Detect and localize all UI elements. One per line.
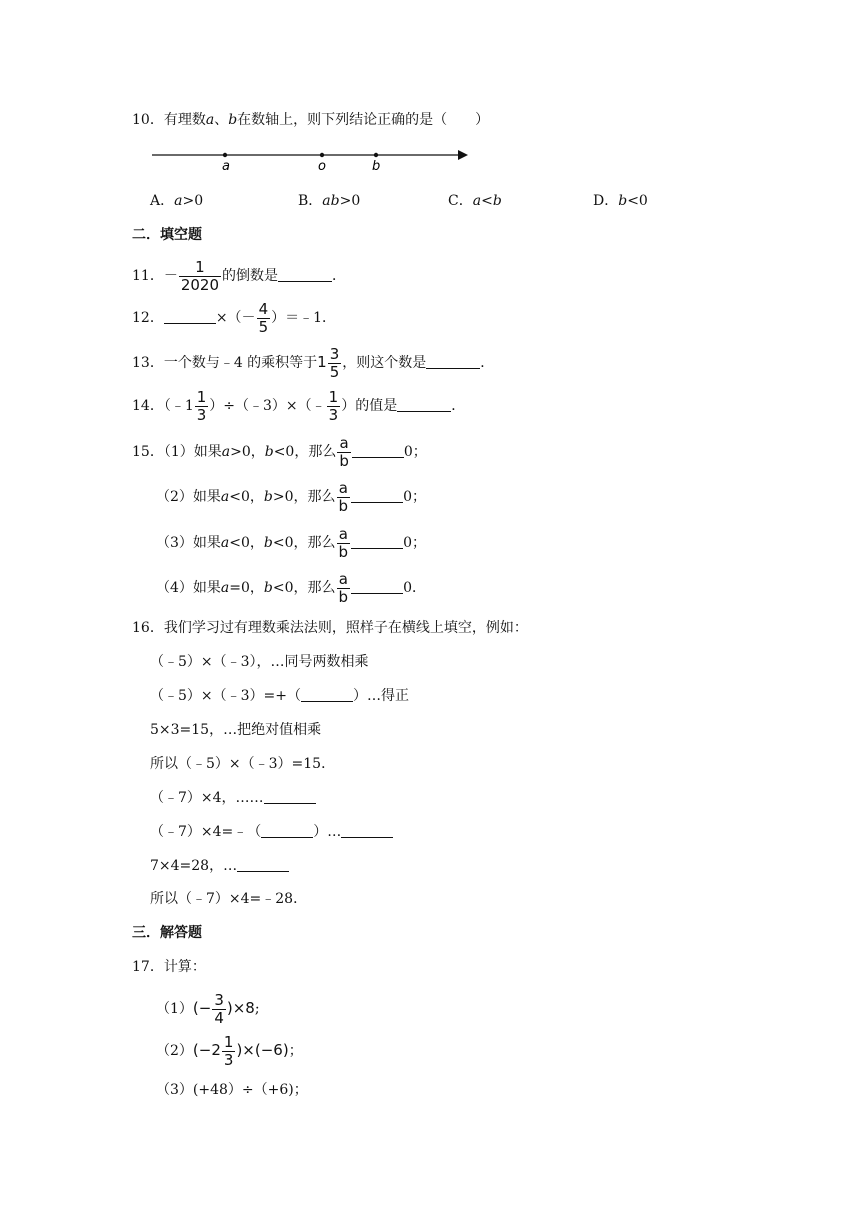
q16-line2: （﹣5）×（﹣3）=+（ ）…得正 [150, 688, 410, 704]
q17-part3: （3）(+48）÷（+6)； [156, 1082, 308, 1098]
label-b: b [372, 159, 381, 174]
answer-blank[interactable] [351, 579, 403, 594]
number-line [0, 140, 860, 180]
q16-line1: （﹣5）×（﹣3），…同号两数相乘 [150, 654, 369, 670]
q16-line3: 5×3=15，…把绝对值相乘 [150, 722, 322, 738]
answer-blank[interactable] [352, 443, 404, 458]
answer-blank[interactable] [341, 823, 393, 838]
q16-line8: 所以（﹣7）×4=﹣28． [150, 891, 308, 907]
answer-blank[interactable] [426, 354, 480, 369]
q15-part1: 15．（1）如果a>0，b<0，那么 $\frac{a}{b}$ 0； [132, 433, 427, 470]
option-d: D．b<0 [593, 193, 648, 209]
answer-blank[interactable] [397, 397, 451, 412]
answer-blank[interactable] [278, 267, 332, 282]
q12: 12． ×（－ $\frac{4}{5}$ ）＝﹣1． [132, 299, 337, 336]
answer-blank[interactable] [261, 823, 313, 838]
answer-blank[interactable] [351, 534, 403, 549]
point-b [374, 153, 378, 157]
option-b: B．ab>0 [298, 193, 361, 209]
q17-part2: （2）(−2 $\frac{1}{3}$ )×(−6)； [156, 1032, 303, 1069]
q16-line4: 所以（﹣5）×（﹣3）=15． [150, 756, 336, 772]
option-a: A．a>0 [150, 193, 204, 209]
q10-text: 10．有理数a、b在数轴上，则下列结论正确的是（ ） [132, 112, 490, 128]
q15-part3: （3）如果a<0，b<0，那么 $\frac{a}{b}$ 0； [156, 524, 426, 561]
q14: 14．（﹣1 $\frac{1}{3}$ ）÷（﹣3）×（﹣ $\frac{1}{3}$ ）的值是 ． [132, 387, 466, 424]
answer-blank[interactable] [237, 857, 289, 872]
option-c: C．a<b [448, 193, 502, 209]
point-o [320, 153, 324, 157]
q15-part2: （2）如果a<0，b>0，那么 $\frac{a}{b}$ 0； [156, 478, 426, 515]
answer-blank[interactable] [351, 488, 403, 503]
label-o: o [318, 159, 326, 174]
q17-part1: （1）(− $\frac{3}{4}$ )×8; [156, 990, 260, 1027]
section-solve-heading: 三．解答题 [132, 925, 202, 941]
q16-line7: 7×4=28，… [150, 856, 289, 876]
number-line-arrow-icon [458, 150, 468, 160]
section-fill-in-heading: 二．填空题 [132, 227, 202, 243]
answer-blank[interactable] [264, 789, 316, 804]
q15-part4: （4）如果a=0，b<0，那么 $\frac{a}{b}$ 0． [156, 569, 426, 606]
q13: 13．一个数与﹣4 的乘积等于1 $\frac{3}{5}$ ，则这个数是 ． [132, 344, 495, 381]
q17-title: 17．计算： [132, 959, 206, 975]
point-a [223, 153, 227, 157]
answer-blank[interactable] [301, 687, 353, 702]
q11: 11．－ $\frac{1}{2020}$ 的倒数是 ． [132, 257, 347, 294]
answer-blank[interactable] [164, 309, 216, 324]
q16-line6: （﹣7）×4=﹣（ ）… [150, 822, 393, 842]
label-a: a [222, 159, 230, 174]
q16-line5: （﹣7）×4，…… [150, 788, 316, 808]
q16-title: 16．我们学习过有理数乘法法则，照样子在横线上填空，例如： [132, 620, 528, 636]
